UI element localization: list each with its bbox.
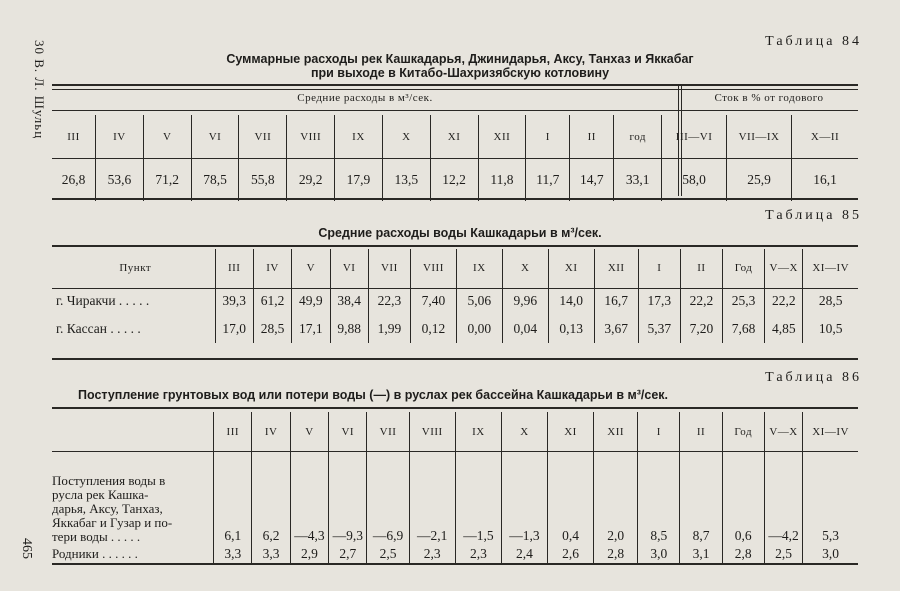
table-cell: 16,7 [594, 287, 638, 315]
table-cell: 9,88 [330, 315, 368, 343]
table-cell: 10,5 [803, 315, 858, 343]
row-label-header [52, 412, 214, 452]
table-cell: 13,5 [382, 159, 430, 201]
table-cell: 16,1 [792, 159, 858, 201]
column-header-station: Пункт [119, 262, 152, 274]
table-cell: 25,9 [727, 159, 792, 201]
table-cell: 2,4 [501, 544, 547, 564]
table-85-row-chirakchi [52, 287, 858, 315]
column-header: Год [722, 412, 764, 452]
table-cell: —6,9 [367, 452, 409, 544]
column-header: IX [455, 412, 501, 452]
column-header: VII [239, 115, 287, 159]
table-cell: 71,2 [143, 159, 191, 201]
table-cell: 78,5 [191, 159, 239, 201]
table-cell: 3,1 [680, 544, 722, 564]
table-cell: 3,0 [803, 544, 858, 564]
table-cell: —1,3 [501, 452, 547, 544]
column-header: XI [548, 249, 594, 287]
column-header: VII [367, 412, 409, 452]
column-header: X [502, 249, 548, 287]
table-cell: 2,5 [367, 544, 409, 564]
table-cell: 2,3 [409, 544, 455, 564]
table-86-mid-rule [52, 451, 858, 452]
table-85 [52, 249, 858, 343]
column-header: VI [191, 115, 239, 159]
column-header: XI—IV [803, 249, 858, 287]
row-label-line: Родники . . . . . . [52, 546, 138, 561]
table-cell: —2,1 [409, 452, 455, 544]
table-cell: 28,5 [253, 315, 291, 343]
table-cell: 17,0 [215, 315, 253, 343]
table-cell: 7,20 [680, 315, 722, 343]
table-84-label: Таблица 84 [765, 34, 862, 49]
table-cell: 29,2 [287, 159, 335, 201]
table-cell: —1,5 [455, 452, 501, 544]
table-cell: 3,0 [638, 544, 680, 564]
table-cell: —4,2 [764, 452, 802, 544]
table-cell: 38,4 [330, 287, 368, 315]
column-header: III [214, 412, 252, 452]
table-cell: 12,2 [430, 159, 478, 201]
table-cell: 22,2 [680, 287, 722, 315]
column-header: Год [722, 249, 764, 287]
row-label-springs [52, 544, 214, 564]
table-85-header-row [52, 249, 858, 287]
column-header: XII [594, 249, 638, 287]
table-cell: 11,8 [478, 159, 526, 201]
column-header: V—X [764, 412, 802, 452]
table-86-header-row [52, 412, 858, 452]
table-cell: 2,5 [764, 544, 802, 564]
row-label-inflow [52, 452, 214, 544]
column-header: III [215, 249, 253, 287]
table-84-top-rule-2 [52, 89, 858, 90]
column-header: VIII [409, 412, 455, 452]
page-number: 465 [19, 538, 34, 559]
column-header: II [680, 412, 722, 452]
column-header: IX [335, 115, 383, 159]
table-cell: 3,3 [214, 544, 252, 564]
table-cell: 3,3 [252, 544, 290, 564]
table-cell: 6,2 [252, 452, 290, 544]
table-cell: 4,85 [765, 315, 803, 343]
column-header: год [614, 115, 662, 159]
column-header: I [638, 412, 680, 452]
column-header: VII—IX [727, 115, 792, 159]
column-header: VII [368, 249, 410, 287]
column-header: V—X [765, 249, 803, 287]
table-85-label: Таблица 85 [765, 208, 862, 223]
column-header: XII [478, 115, 526, 159]
table-86-bottom-rule [52, 563, 858, 565]
table-cell: 5,3 [803, 452, 858, 544]
table-cell: 28,5 [803, 287, 858, 315]
column-header: XI—IV [803, 412, 858, 452]
table-cell: 55,8 [239, 159, 287, 201]
column-header: XI [548, 412, 594, 452]
column-header: III [67, 131, 80, 143]
row-label-line: дарья, Аксу, Танхаз, [52, 501, 163, 516]
table-cell: 2,8 [722, 544, 764, 564]
table-84-mid-rule [52, 158, 858, 159]
column-header: II [570, 115, 614, 159]
table-cell: 2,0 [594, 452, 638, 544]
table-84-group1-header: Средние расходы в м³/сек. [297, 92, 433, 104]
table-84-bottom-rule [52, 198, 858, 200]
table-cell: 0,00 [456, 315, 502, 343]
table-cell: 22,2 [765, 287, 803, 315]
station-name: г. Чиракчи . . . . . [56, 293, 150, 308]
table-84-top-rule [52, 84, 858, 86]
column-header: I [638, 249, 680, 287]
table-cell: 0,12 [410, 315, 456, 343]
table-cell: 49,9 [292, 287, 330, 315]
table-85-bottom-rule [52, 358, 858, 360]
table-86-row-springs [52, 544, 858, 564]
table-cell: 2,7 [329, 544, 367, 564]
row-label-line: Поступления воды в [52, 473, 166, 488]
table-84-title-line1: Суммарные расходы рек Кашкадарья, Джинидарья, Аксу, Танхаз и Яккабаг [226, 52, 694, 66]
table-cell: 58,0 [662, 159, 727, 201]
column-header: V [290, 412, 328, 452]
column-header: X [382, 115, 430, 159]
table-cell: 8,7 [680, 452, 722, 544]
column-header: V [292, 249, 330, 287]
table-cell: —4,3 [290, 452, 328, 544]
column-header: IV [253, 249, 291, 287]
table-84-subheader-rule [52, 110, 858, 111]
table-84-title-line2: при выходе в Китабо-Шахризябскую котловину [310, 66, 610, 80]
column-header: VIII [410, 249, 456, 287]
column-header: XI [430, 115, 478, 159]
table-cell: 22,3 [368, 287, 410, 315]
table-86-top-rule [52, 407, 858, 409]
table-86-label: Таблица 86 [765, 370, 862, 385]
table-cell: 11,7 [526, 159, 570, 201]
table-cell: 5,37 [638, 315, 680, 343]
table-cell: 33,1 [614, 159, 662, 201]
table-cell: 2,3 [455, 544, 501, 564]
column-header: VI [330, 249, 368, 287]
row-label-line: русла рек Кашка- [52, 487, 149, 502]
table-cell: 14,0 [548, 287, 594, 315]
table-cell: 0,4 [548, 452, 594, 544]
table-86 [52, 412, 858, 564]
table-cell: 17,3 [638, 287, 680, 315]
table-cell: 9,96 [502, 287, 548, 315]
column-header: IX [456, 249, 502, 287]
table-86-row-inflow [52, 452, 858, 544]
table-cell: 0,6 [722, 452, 764, 544]
column-header: X [501, 412, 547, 452]
table-cell: 53,6 [96, 159, 144, 201]
table-86-title: Поступление грунтовых вод или потери воды (—) в руслах рек бассейна Кашкадарьи в м³/сек. [78, 388, 669, 402]
column-header: V [143, 115, 191, 159]
table-cell: 2,6 [548, 544, 594, 564]
column-header: VIII [287, 115, 335, 159]
table-cell: 7,40 [410, 287, 456, 315]
table-85-title: Средние расходы воды Кашкадарьи в м³/сек. [318, 226, 602, 240]
table-85-top-rule [52, 245, 858, 247]
table-cell: —9,3 [329, 452, 367, 544]
row-label-line: Яккабаг и Гузар и по- [52, 515, 173, 530]
row-label-line: тери воды . . . . . [52, 529, 141, 544]
table-84-values-row [52, 159, 858, 201]
table-cell: 39,3 [215, 287, 253, 315]
column-header: III—VI [662, 115, 727, 159]
table-cell: 3,67 [594, 315, 638, 343]
table-cell: 8,5 [638, 452, 680, 544]
column-header: I [526, 115, 570, 159]
table-cell: 25,3 [722, 287, 764, 315]
column-header: VI [329, 412, 367, 452]
column-header: IV [252, 412, 290, 452]
column-header: II [680, 249, 722, 287]
table-cell: 5,06 [456, 287, 502, 315]
column-header: IV [96, 115, 144, 159]
column-header: XII [594, 412, 638, 452]
table-cell: 14,7 [570, 159, 614, 201]
table-85-mid-rule [52, 288, 858, 289]
table-cell: 26,8 [61, 172, 86, 187]
station-name: г. Кассан . . . . . [56, 321, 141, 336]
column-header: X—II [792, 115, 858, 159]
table-cell: 61,2 [253, 287, 291, 315]
table-84-header-row [52, 115, 858, 159]
table-cell: 2,8 [594, 544, 638, 564]
table-cell: 0,04 [502, 315, 548, 343]
table-cell: 7,68 [722, 315, 764, 343]
table-84-group2-header: Сток в % от годового [714, 92, 824, 104]
table-cell: 17,9 [335, 159, 383, 201]
table-85-row-kassan [52, 315, 858, 343]
table-cell: 17,1 [292, 315, 330, 343]
table-cell: 0,13 [548, 315, 594, 343]
table-cell: 2,9 [290, 544, 328, 564]
running-head: 30 В. Л. Шульц [32, 40, 47, 140]
table-cell: 1,99 [368, 315, 410, 343]
table-cell: 6,1 [214, 452, 252, 544]
